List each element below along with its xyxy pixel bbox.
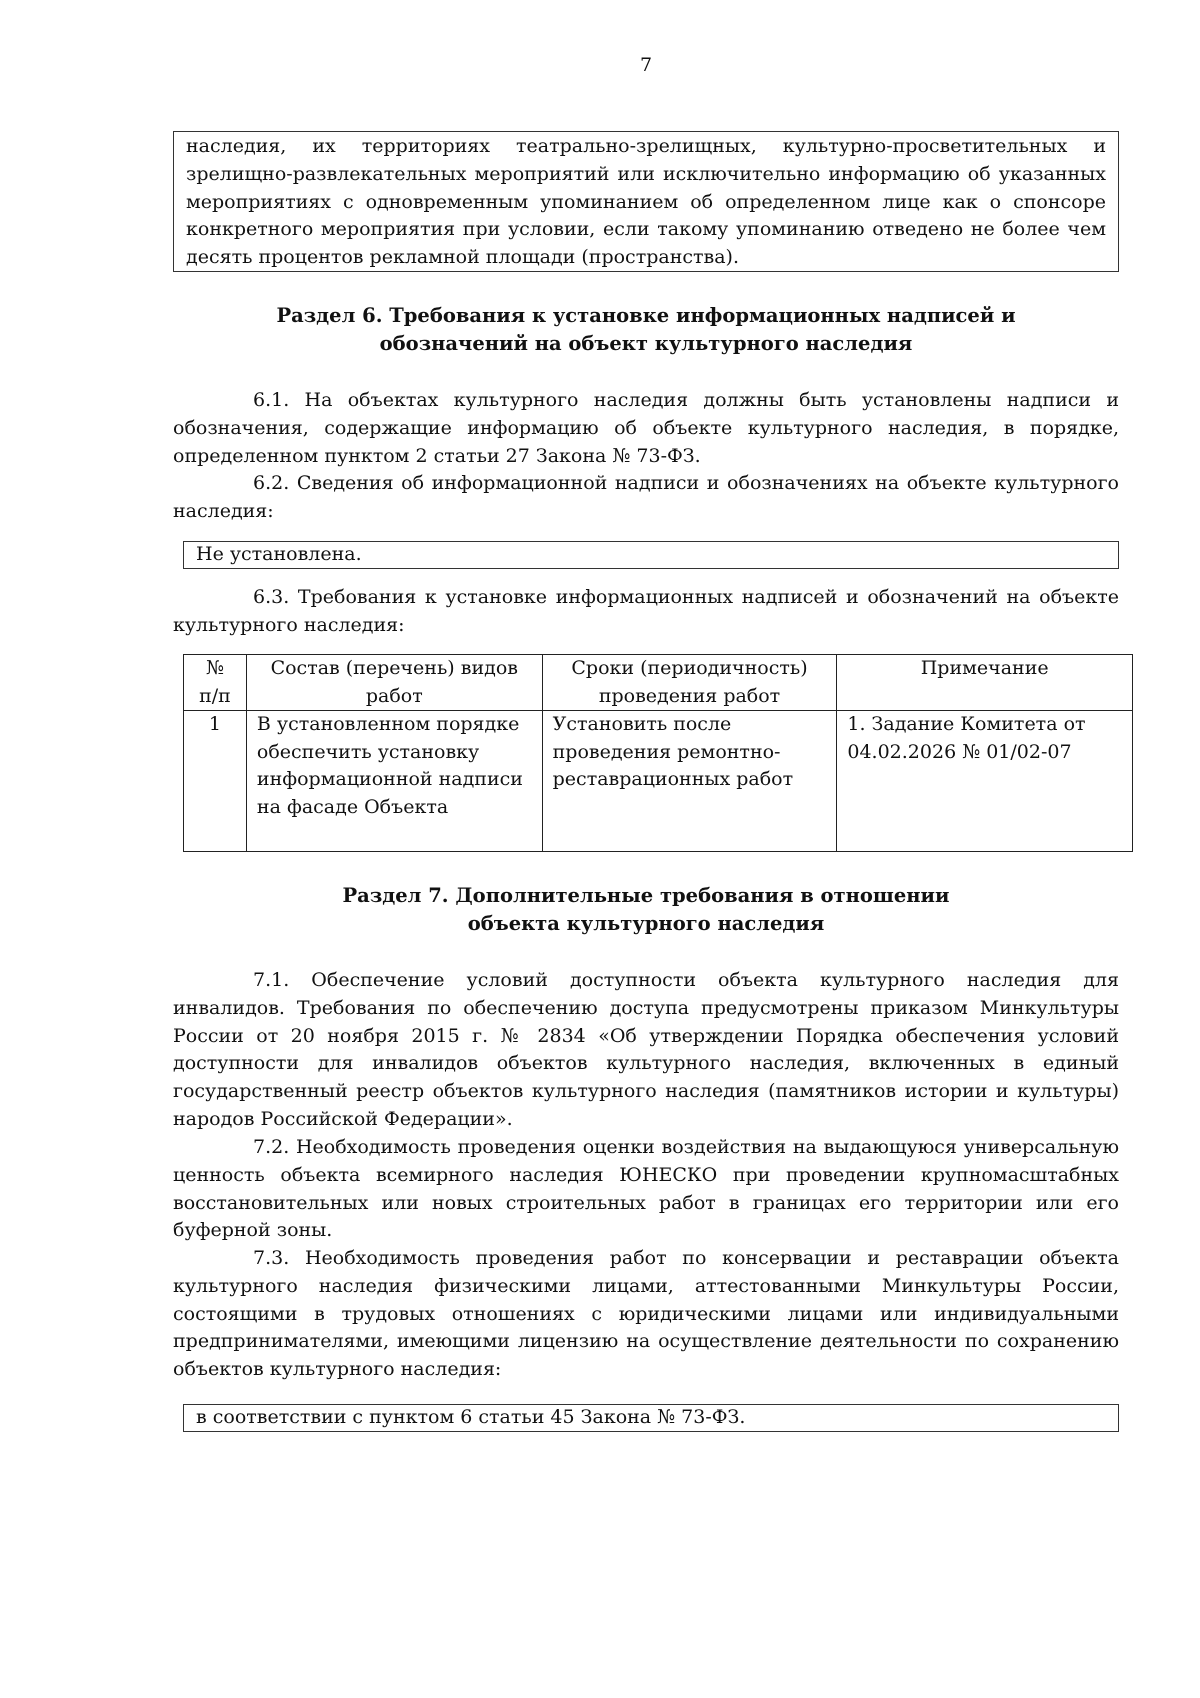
header-works: Состав (перечень) видов работ	[246, 655, 542, 711]
cell-number: 1	[184, 711, 247, 852]
continuation-text-box	[173, 131, 1119, 272]
page-number: 7	[639, 54, 653, 76]
header-number: № п/п	[184, 655, 247, 711]
section-7-heading	[173, 882, 1119, 938]
table-row	[184, 711, 1133, 852]
requirements-table	[183, 654, 1133, 852]
continuation-text: наследия, их территориях театрально-зрелищных, культурно-просветительных и зрелищно-развлекательных мероприятий или исключительно информацию об указанных мероприятиях с одновременным упоминанием об определенном лице как о спонсоре конкретного мероприятия при условии, если такому упоминанию отведено не более чем десять процентов рекламной площади (пространства).	[186, 135, 1106, 269]
section-6-heading-line1: Раздел 6. Требования к установке информационных надписей и	[276, 304, 1016, 327]
section-7-heading-line1: Раздел 7. Дополнительные требования в отношении	[342, 884, 950, 907]
paragraph-7-3: 7.3. Необходимость проведения работ по консервации и реставрации объекта культурного наследия физическими лицами, аттестованными Минкультуры России, состоящими в трудовых отношениях с юридическими лицами или индивидуальными предпринимателями, имеющими лицензию на осуществление деятельности по сохранению объектов культурного наследия:	[173, 1247, 1119, 1381]
restoration-basis-text: в соответствии с пунктом 6 статьи 45 Закона № 73-ФЗ.	[196, 1406, 746, 1428]
inscription-info-box	[183, 541, 1119, 569]
cell-note: 1. Задание Комитета от 04.02.2026 № 01/02-07	[837, 711, 1133, 852]
paragraph-6-3: 6.3. Требования к установке информационных надписей и обозначений на объекте культурного наследия:	[173, 586, 1119, 636]
section-6-heading	[173, 302, 1119, 358]
paragraph-7-2: 7.2. Необходимость проведения оценки воздействия на выдающуюся универсальную ценность объекта всемирного наследия ЮНЕСКО при проведении крупномасштабных восстановительных или новых строительных работ в границах его территории или его буферной зоны.	[173, 1136, 1119, 1242]
header-note: Примечание	[837, 655, 1133, 711]
paragraph-7-1: 7.1. Обеспечение условий доступности объекта культурного наследия для инвалидов. Требования по обеспечению доступа предусмотрены приказом Минкультуры России от 20 ноября 2015 г. № 2834 «Об утверждении Порядка обеспечения условий доступности для инвалидов объектов культурного наследия, включенных в единый государственный реестр объектов культурного наследия (памятников истории и культуры) народов Российской Федерации».	[173, 969, 1119, 1130]
cell-terms: Установить после проведения ремонтно-реставрационных работ	[542, 711, 837, 852]
section-6-heading-line2: обозначений на объект культурного наследия	[379, 332, 913, 355]
section-7-heading-line2: объекта культурного наследия	[467, 912, 825, 935]
cell-works: В установленном порядке обеспечить установку информационной надписи на фасаде Объекта	[246, 711, 542, 852]
header-terms: Сроки (периодичность) проведения работ	[542, 655, 837, 711]
paragraph-6-1: 6.1. На объектах культурного наследия должны быть установлены надписи и обозначения, содержащие информацию об объекте культурного наследия, в порядке, определенном пунктом 2 статьи 27 Закона № 73-ФЗ.	[173, 389, 1119, 467]
paragraph-6-2: 6.2. Сведения об информационной надписи и обозначениях на объекте культурного наследия:	[173, 472, 1119, 522]
restoration-basis-box	[183, 1404, 1119, 1432]
table-header-row	[184, 655, 1133, 711]
inscription-info-text: Не установлена.	[196, 543, 362, 565]
